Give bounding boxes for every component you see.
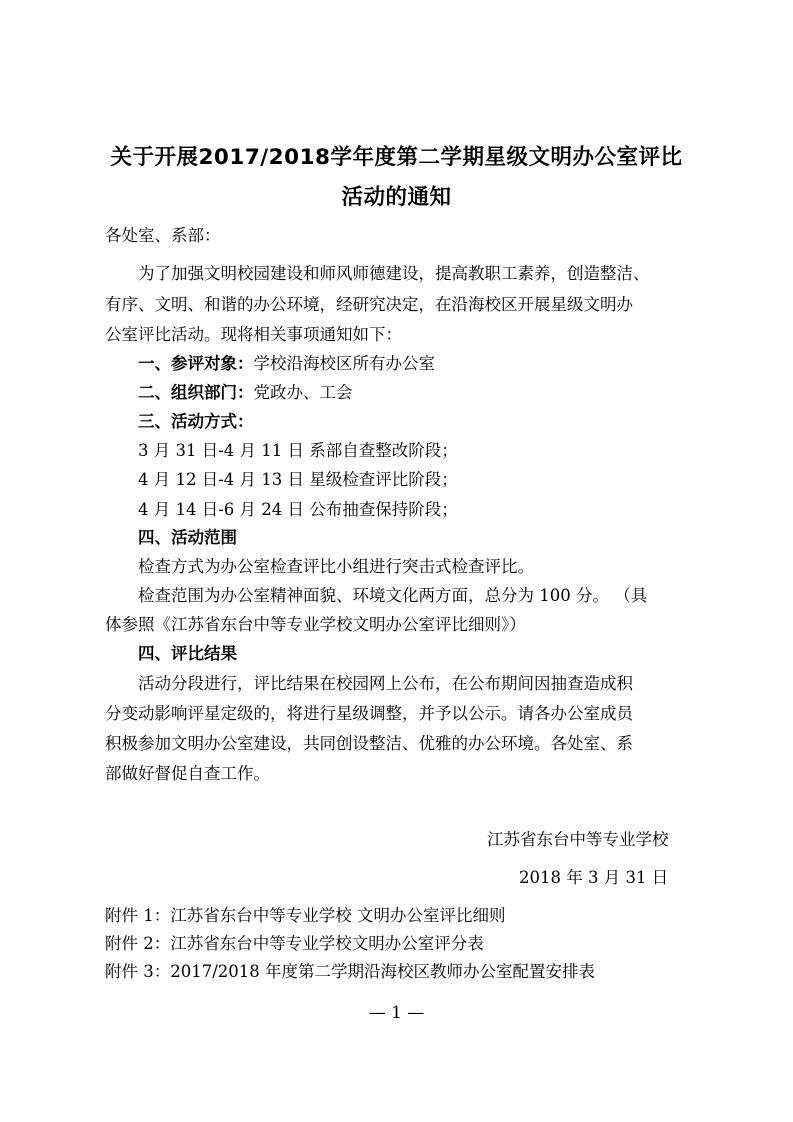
attachment-3: 附件 3：2017/2018 年度第二学期沿海校区教师办公室配置安排表 — [105, 962, 596, 981]
salutation: 各处室、系部： — [105, 226, 221, 245]
issuer: 江苏省东台中等专业学校 — [487, 830, 669, 849]
issue-date: 2018 年 3 月 31 日 — [519, 868, 669, 887]
section-4-label: 四、活动范围 — [138, 528, 237, 547]
result-line-4: 部做好督促自查工作。 — [105, 764, 270, 783]
intro-line-2: 有序、文明、和谐的办公环境，经研究决定，在沿海校区开展星级文明办 — [105, 295, 633, 314]
page-number: — 1 — — [368, 1003, 425, 1023]
intro-line-3: 公室评比活动。现将相关事项通知如下： — [105, 325, 402, 344]
result-line-1: 活动分段进行，评比结果在校园网上公布，在公布期间因抽查造成积 — [138, 674, 633, 693]
title-line-2: 活动的通知 — [341, 185, 452, 210]
section-1 — [138, 350, 435, 374]
scope-line-1: 检查方式为办公室检查评比小组进行突击式检查评比。 — [138, 557, 534, 576]
scope-line-3: 体参照《江苏省东台中等专业学校文明办公室评比细则》） — [105, 615, 526, 634]
schedule-item-3: 4 月 14 日-6 月 24 日 公布抽查保持阶段； — [138, 500, 458, 519]
schedule-item-1: 3 月 31 日-4 月 11 日 系部自查整改阶段； — [138, 441, 458, 460]
section-5-label: 四、评比结果 — [138, 644, 237, 663]
title-line-1: 关于开展2017/2018学年度第二学期星级文明办公室评比 — [110, 145, 683, 170]
section-5 — [138, 640, 237, 664]
schedule-item-2: 4 月 12 日-4 月 13 日 星级检查评比阶段； — [138, 470, 458, 489]
result-line-3: 积极参加文明办公室建设，共同创设整洁、优雅的办公环境。各处室、系 — [105, 734, 633, 753]
intro-line-1: 为了加强文明校园建设和师风师德建设，提高教职工素养，创造整洁、 — [138, 264, 650, 283]
section-1-label: 一、参评对象： — [138, 354, 254, 373]
section-2-label: 二、组织部门： — [138, 383, 254, 402]
scope-line-2: 检查范围为办公室精神面貌、环境文化两方面，总分为 100 分。 （具 — [138, 586, 648, 605]
section-3-label: 三、活动方式： — [138, 412, 254, 431]
result-line-2: 分变动影响评星定级的，将进行星级调整，并予以公示。请各办公室成员 — [105, 704, 633, 723]
section-1-text: 学校沿海校区所有办公室 — [253, 354, 435, 373]
section-3 — [138, 408, 254, 432]
attachment-2: 附件 2：江苏省东台中等专业学校文明办公室评分表 — [105, 934, 484, 953]
attachment-1: 附件 1：江苏省东台中等专业学校 文明办公室评比细则 — [105, 906, 506, 925]
section-4 — [138, 524, 237, 548]
section-2 — [138, 379, 353, 403]
section-2-text: 党政办、工会 — [253, 383, 353, 402]
